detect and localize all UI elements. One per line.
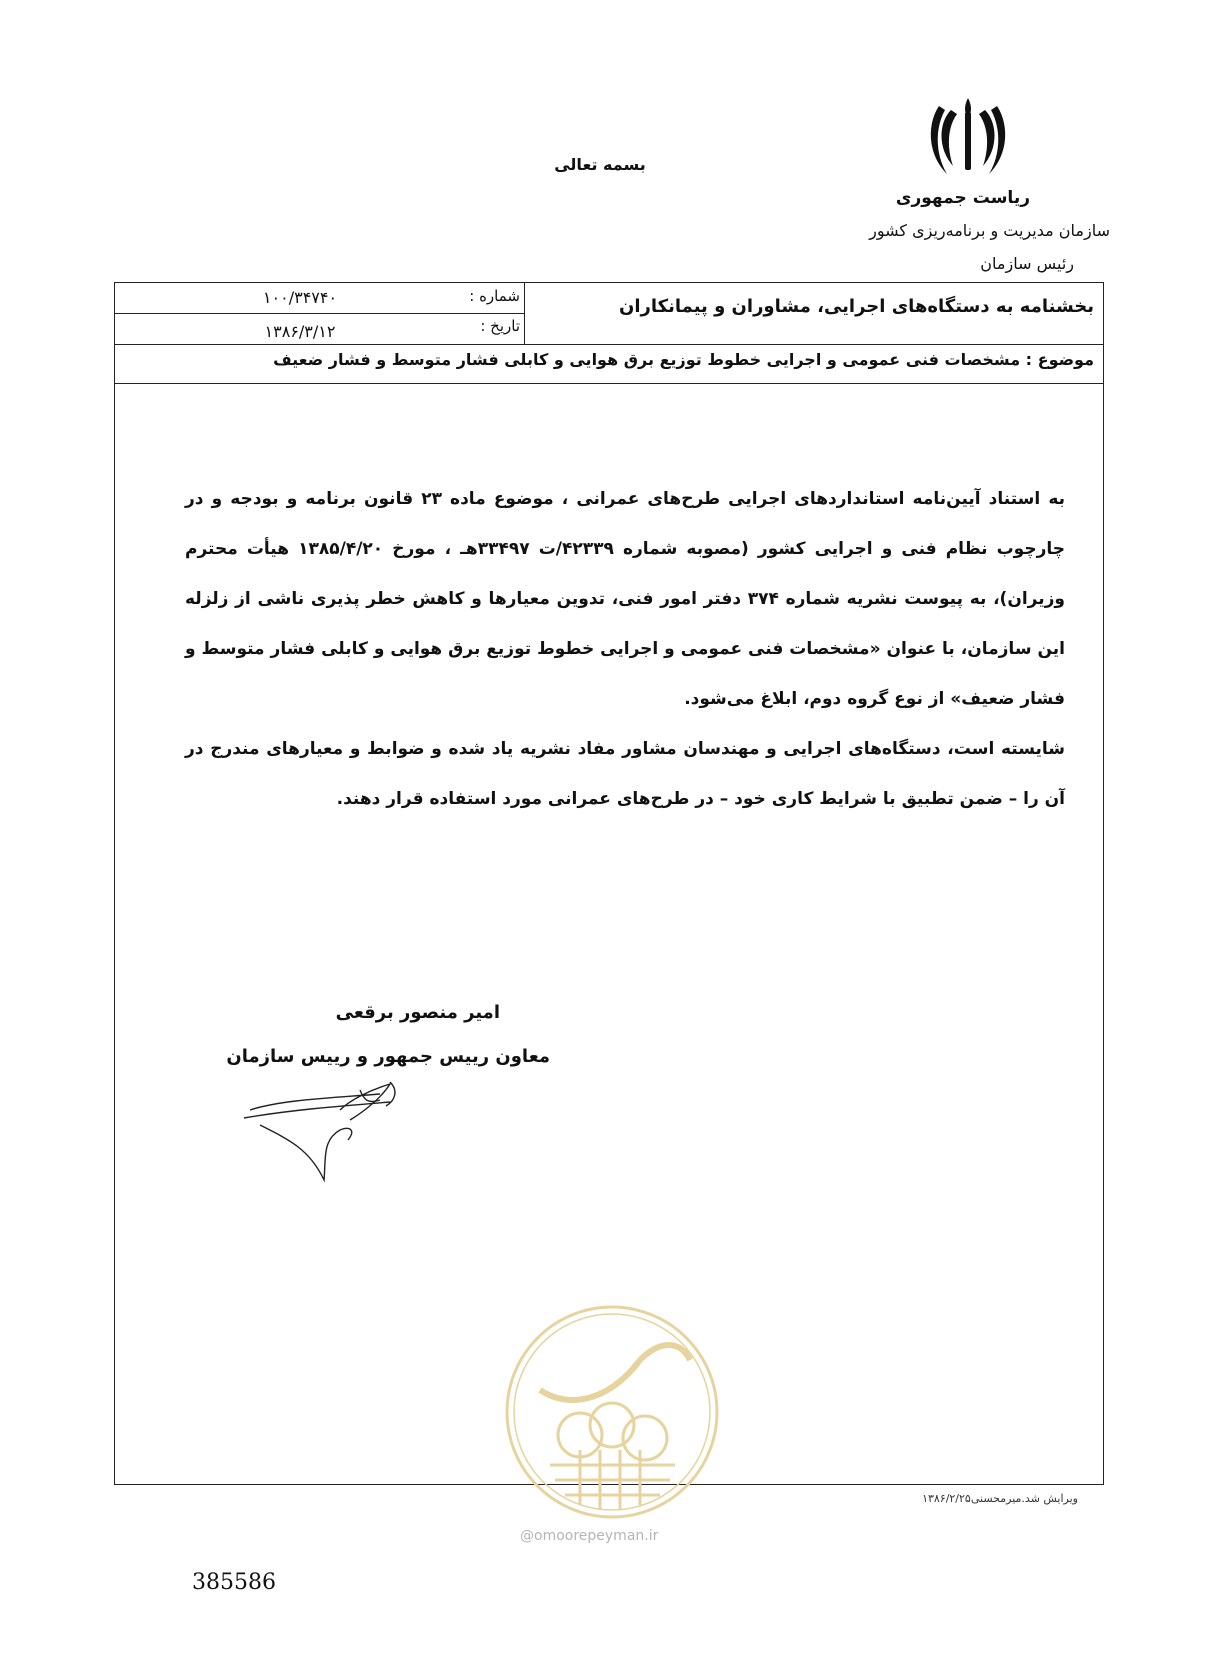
- head-of-organization: رئیس سازمان: [980, 254, 1074, 273]
- letter-date: ۱۳۸۶/۳/۱۲: [264, 322, 336, 341]
- signer-title: معاون رییس جمهور و رییس سازمان: [226, 1046, 550, 1067]
- site-watermark: @omoorepeyman.ir: [520, 1528, 659, 1544]
- subject-divider: [114, 383, 1104, 384]
- handwritten-signature: [240, 1070, 410, 1190]
- date-label: تاریخ :: [480, 317, 520, 335]
- letter-body: [185, 474, 1065, 824]
- publication-title: مشخصات فنی عمومی و اجرایی خطوط توزیع برق هوایی و کابلی فشار متوسط و فشار ضعیف: [185, 639, 1065, 709]
- bismillah: بسمه تعالی: [554, 155, 646, 174]
- number-label: شماره :: [469, 287, 520, 305]
- header-divider: [114, 344, 1104, 345]
- iran-emblem-icon: [925, 92, 1011, 180]
- document-id: 385586: [192, 1570, 276, 1595]
- body-text-p1a: به استناد آیین‌نامه استانداردهای اجرایی طرح‌های عمرانی ، موضوع ماده ۲۳ قانون برنامه و بودجه و در چارچوب نظام فنی و اجرایی کشور (مصوبه شماره ۴۲۳۳۹/ت ۳۳۴۹۷هـ ، مورخ ۱۳۸۵/۴/۲۰ هیأت محترم وزیران)، به پیوست نشریه شماره ۳۷۴ دفتر امور فنی، تدوین معیارها و کاهش خطر پذیری ناشی از زلزله این سازمان، با عنوان «: [185, 489, 1066, 659]
- body-paragraph-2: شایسته است، دستگاه‌های اجرایی و مهندسان مشاور مفاد نشریه یاد شده و ضوابط و معیارهای مندرج در آن را – ضمن تطبیق با شرایط کاری خود – در طرح‌های عمرانی مورد استفاده قرار دهند.: [185, 739, 1065, 809]
- letter-number: ۱۰۰/۳۴۷۴۰: [262, 288, 338, 307]
- number-date-divider: [114, 313, 524, 314]
- body-text-p1b: » از نوع گروه دوم، ابلاغ می‌شود.: [684, 689, 962, 709]
- signer-name: امیر منصور برقعی: [335, 1002, 500, 1023]
- organization-name: سازمان مدیریت و برنامه‌ریزی کشور: [869, 221, 1110, 240]
- body-paragraph-1: [185, 474, 1065, 724]
- header-divider-vertical: [524, 282, 525, 344]
- circular-recipients: بخشنامه به دستگاه‌های اجرایی، مشاوران و پیمانکاران: [619, 296, 1094, 317]
- omoore-peyman-logo-watermark: [500, 1300, 725, 1525]
- edit-note: ویرایش شد.میرمحسنی۱۳۸۶/۲/۲۵: [922, 1492, 1078, 1505]
- subject-line: موضوع : مشخصات فنی عمومی و اجرایی خطوط توزیع برق هوایی و کابلی فشار متوسط و فشار ضعیف: [273, 350, 1094, 369]
- presidency-title: ریاست جمهوری: [895, 188, 1030, 208]
